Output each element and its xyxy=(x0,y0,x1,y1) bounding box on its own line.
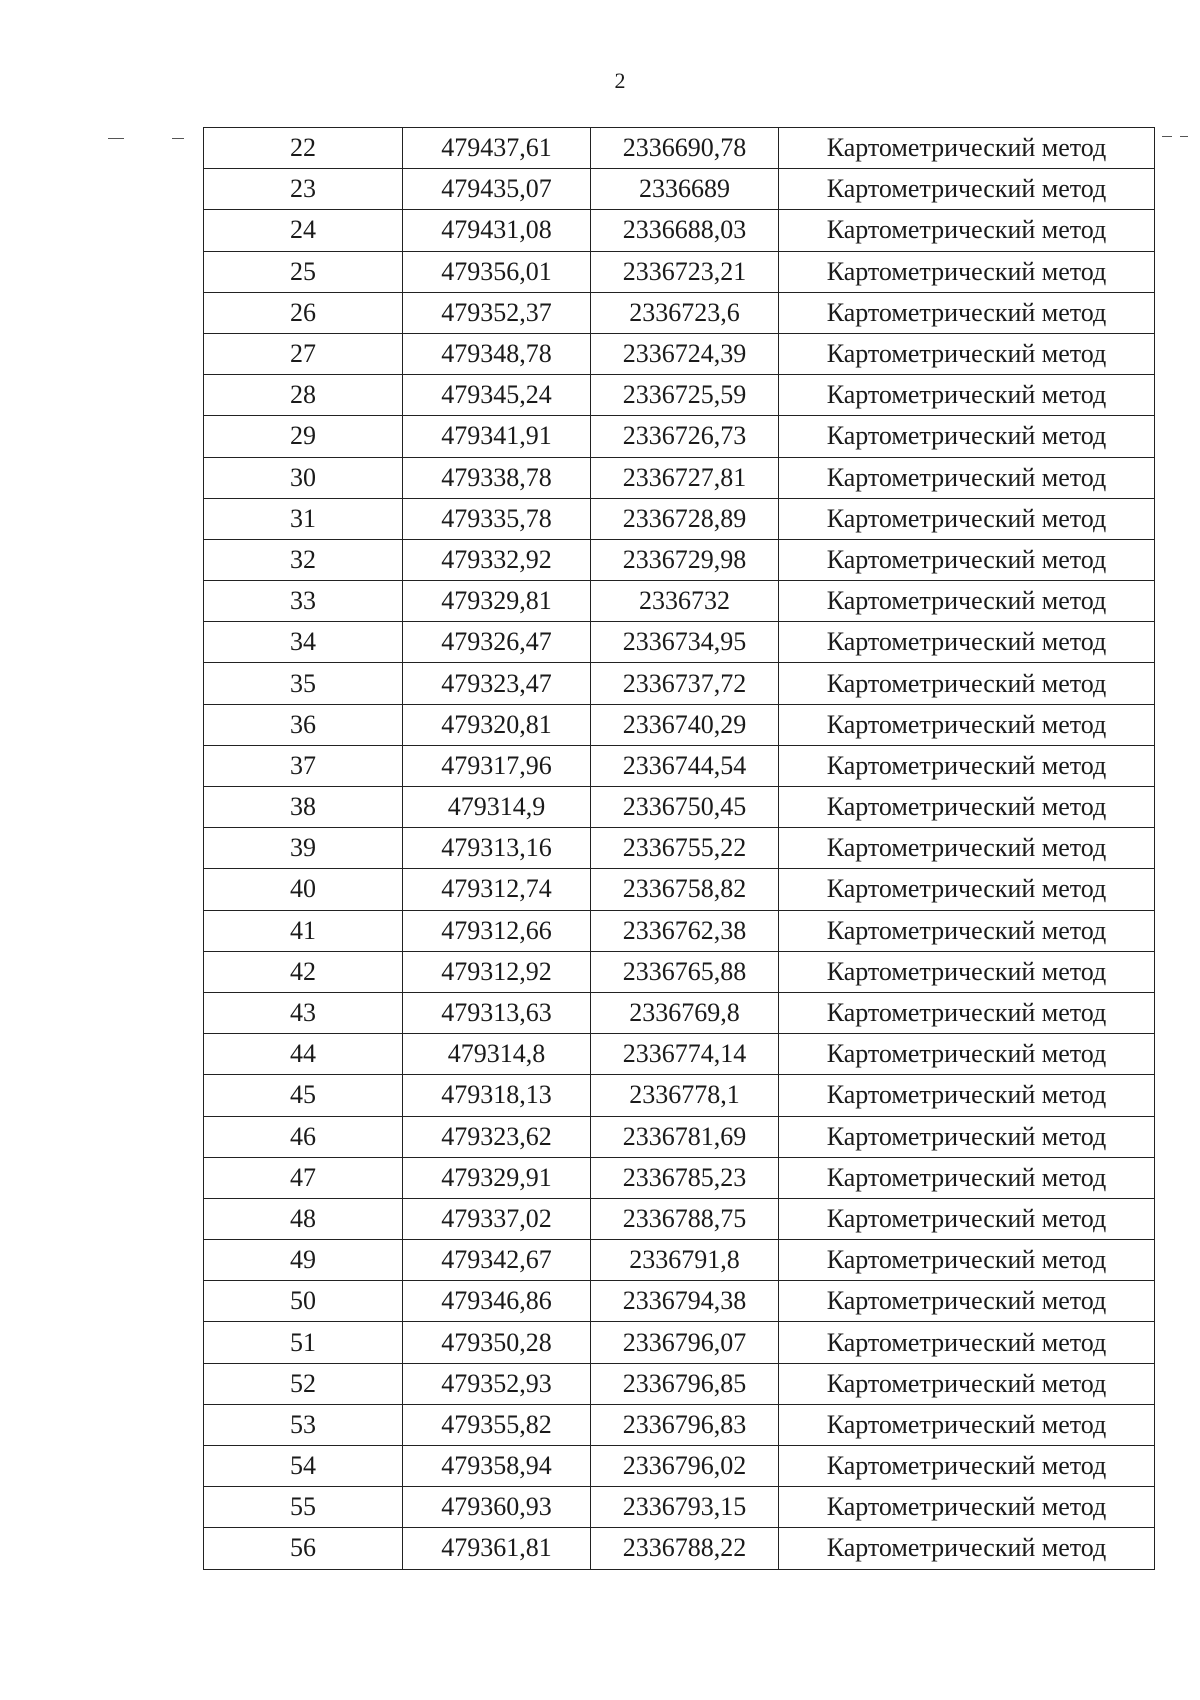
y-coordinate-cell: 2336727,81 xyxy=(591,457,779,498)
table-row xyxy=(204,869,1155,910)
point-number-cell: 46 xyxy=(204,1116,403,1157)
x-coordinate-cell: 479350,28 xyxy=(403,1322,591,1363)
method-cell: Картометрический метод xyxy=(779,1116,1155,1157)
table-row xyxy=(204,581,1155,622)
y-coordinate-cell: 2336781,69 xyxy=(591,1116,779,1157)
y-coordinate-cell: 2336728,89 xyxy=(591,498,779,539)
table-row xyxy=(204,1116,1155,1157)
scan-mark xyxy=(1162,136,1172,137)
y-coordinate-cell: 2336729,98 xyxy=(591,539,779,580)
x-coordinate-cell: 479356,01 xyxy=(403,251,591,292)
table-row xyxy=(204,622,1155,663)
x-coordinate-cell: 479358,94 xyxy=(403,1446,591,1487)
x-coordinate-cell: 479313,63 xyxy=(403,992,591,1033)
table-row xyxy=(204,539,1155,580)
table-row xyxy=(204,498,1155,539)
x-coordinate-cell: 479323,62 xyxy=(403,1116,591,1157)
point-number-cell: 43 xyxy=(204,992,403,1033)
point-number-cell: 38 xyxy=(204,787,403,828)
method-cell: Картометрический метод xyxy=(779,992,1155,1033)
x-coordinate-cell: 479342,67 xyxy=(403,1240,591,1281)
table-row xyxy=(204,787,1155,828)
method-cell: Картометрический метод xyxy=(779,1034,1155,1075)
method-cell: Картометрический метод xyxy=(779,1322,1155,1363)
point-number-cell: 35 xyxy=(204,663,403,704)
point-number-cell: 27 xyxy=(204,333,403,374)
x-coordinate-cell: 479318,13 xyxy=(403,1075,591,1116)
y-coordinate-cell: 2336732 xyxy=(591,581,779,622)
table-row xyxy=(204,251,1155,292)
method-cell: Картометрический метод xyxy=(779,910,1155,951)
scan-mark xyxy=(172,138,184,139)
x-coordinate-cell: 479345,24 xyxy=(403,375,591,416)
y-coordinate-cell: 2336796,85 xyxy=(591,1363,779,1404)
point-number-cell: 55 xyxy=(204,1487,403,1528)
y-coordinate-cell: 2336762,38 xyxy=(591,910,779,951)
method-cell: Картометрический метод xyxy=(779,1198,1155,1239)
table-row xyxy=(204,1075,1155,1116)
table-row xyxy=(204,1363,1155,1404)
coordinates-table xyxy=(203,127,1155,1570)
page-number: 2 xyxy=(614,68,626,93)
x-coordinate-cell: 479332,92 xyxy=(403,539,591,580)
point-number-cell: 53 xyxy=(204,1404,403,1445)
y-coordinate-cell: 2336796,07 xyxy=(591,1322,779,1363)
y-coordinate-cell: 2336758,82 xyxy=(591,869,779,910)
y-coordinate-cell: 2336725,59 xyxy=(591,375,779,416)
method-cell: Картометрический метод xyxy=(779,1157,1155,1198)
x-coordinate-cell: 479312,66 xyxy=(403,910,591,951)
method-cell: Картометрический метод xyxy=(779,1281,1155,1322)
x-coordinate-cell: 479320,81 xyxy=(403,704,591,745)
x-coordinate-cell: 479312,74 xyxy=(403,869,591,910)
y-coordinate-cell: 2336737,72 xyxy=(591,663,779,704)
method-cell: Картометрический метод xyxy=(779,539,1155,580)
point-number-cell: 54 xyxy=(204,1446,403,1487)
x-coordinate-cell: 479313,16 xyxy=(403,828,591,869)
method-cell: Картометрический метод xyxy=(779,333,1155,374)
x-coordinate-cell: 479361,81 xyxy=(403,1528,591,1569)
method-cell: Картометрический метод xyxy=(779,1240,1155,1281)
y-coordinate-cell: 2336778,1 xyxy=(591,1075,779,1116)
point-number-cell: 40 xyxy=(204,869,403,910)
method-cell: Картометрический метод xyxy=(779,1075,1155,1116)
x-coordinate-cell: 479335,78 xyxy=(403,498,591,539)
method-cell: Картометрический метод xyxy=(779,210,1155,251)
x-coordinate-cell: 479312,92 xyxy=(403,951,591,992)
point-number-cell: 25 xyxy=(204,251,403,292)
table-row xyxy=(204,992,1155,1033)
y-coordinate-cell: 2336793,15 xyxy=(591,1487,779,1528)
x-coordinate-cell: 479348,78 xyxy=(403,333,591,374)
method-cell: Картометрический метод xyxy=(779,663,1155,704)
x-coordinate-cell: 479314,8 xyxy=(403,1034,591,1075)
y-coordinate-cell: 2336769,8 xyxy=(591,992,779,1033)
method-cell: Картометрический метод xyxy=(779,704,1155,745)
table-row xyxy=(204,663,1155,704)
point-number-cell: 32 xyxy=(204,539,403,580)
y-coordinate-cell: 2336740,29 xyxy=(591,704,779,745)
table-row xyxy=(204,828,1155,869)
point-number-cell: 26 xyxy=(204,292,403,333)
x-coordinate-cell: 479338,78 xyxy=(403,457,591,498)
method-cell: Картометрический метод xyxy=(779,745,1155,786)
x-coordinate-cell: 479341,91 xyxy=(403,416,591,457)
table-row xyxy=(204,210,1155,251)
y-coordinate-cell: 2336796,02 xyxy=(591,1446,779,1487)
method-cell: Картометрический метод xyxy=(779,251,1155,292)
method-cell: Картометрический метод xyxy=(779,1446,1155,1487)
y-coordinate-cell: 2336755,22 xyxy=(591,828,779,869)
point-number-cell: 48 xyxy=(204,1198,403,1239)
y-coordinate-cell: 2336723,6 xyxy=(591,292,779,333)
y-coordinate-cell: 2336785,23 xyxy=(591,1157,779,1198)
y-coordinate-cell: 2336723,21 xyxy=(591,251,779,292)
y-coordinate-cell: 2336724,39 xyxy=(591,333,779,374)
y-coordinate-cell: 2336726,73 xyxy=(591,416,779,457)
x-coordinate-cell: 479437,61 xyxy=(403,128,591,169)
method-cell: Картометрический метод xyxy=(779,1487,1155,1528)
y-coordinate-cell: 2336688,03 xyxy=(591,210,779,251)
x-coordinate-cell: 479326,47 xyxy=(403,622,591,663)
method-cell: Картометрический метод xyxy=(779,1528,1155,1569)
table-row xyxy=(204,333,1155,374)
method-cell: Картометрический метод xyxy=(779,1363,1155,1404)
point-number-cell: 34 xyxy=(204,622,403,663)
method-cell: Картометрический метод xyxy=(779,787,1155,828)
method-cell: Картометрический метод xyxy=(779,1404,1155,1445)
table-row xyxy=(204,1240,1155,1281)
table-row xyxy=(204,1528,1155,1569)
point-number-cell: 37 xyxy=(204,745,403,786)
table-row xyxy=(204,1034,1155,1075)
table-row xyxy=(204,1322,1155,1363)
x-coordinate-cell: 479360,93 xyxy=(403,1487,591,1528)
method-cell: Картометрический метод xyxy=(779,457,1155,498)
y-coordinate-cell: 2336734,95 xyxy=(591,622,779,663)
point-number-cell: 52 xyxy=(204,1363,403,1404)
method-cell: Картометрический метод xyxy=(779,498,1155,539)
method-cell: Картометрический метод xyxy=(779,581,1155,622)
point-number-cell: 50 xyxy=(204,1281,403,1322)
point-number-cell: 41 xyxy=(204,910,403,951)
method-cell: Картометрический метод xyxy=(779,169,1155,210)
point-number-cell: 56 xyxy=(204,1528,403,1569)
point-number-cell: 39 xyxy=(204,828,403,869)
method-cell: Картометрический метод xyxy=(779,375,1155,416)
point-number-cell: 51 xyxy=(204,1322,403,1363)
method-cell: Картометрический метод xyxy=(779,869,1155,910)
x-coordinate-cell: 479329,81 xyxy=(403,581,591,622)
method-cell: Картометрический метод xyxy=(779,292,1155,333)
y-coordinate-cell: 2336788,22 xyxy=(591,1528,779,1569)
y-coordinate-cell: 2336744,54 xyxy=(591,745,779,786)
table-row xyxy=(204,951,1155,992)
x-coordinate-cell: 479323,47 xyxy=(403,663,591,704)
x-coordinate-cell: 479435,07 xyxy=(403,169,591,210)
method-cell: Картометрический метод xyxy=(779,128,1155,169)
point-number-cell: 23 xyxy=(204,169,403,210)
y-coordinate-cell: 2336794,38 xyxy=(591,1281,779,1322)
x-coordinate-cell: 479314,9 xyxy=(403,787,591,828)
x-coordinate-cell: 479352,37 xyxy=(403,292,591,333)
table-row xyxy=(204,910,1155,951)
point-number-cell: 24 xyxy=(204,210,403,251)
y-coordinate-cell: 2336788,75 xyxy=(591,1198,779,1239)
method-cell: Картометрический метод xyxy=(779,416,1155,457)
y-coordinate-cell: 2336689 xyxy=(591,169,779,210)
point-number-cell: 22 xyxy=(204,128,403,169)
table-row xyxy=(204,704,1155,745)
coordinates-table-body xyxy=(204,128,1155,1570)
point-number-cell: 30 xyxy=(204,457,403,498)
y-coordinate-cell: 2336690,78 xyxy=(591,128,779,169)
table-row xyxy=(204,1487,1155,1528)
x-coordinate-cell: 479352,93 xyxy=(403,1363,591,1404)
table-row xyxy=(204,375,1155,416)
method-cell: Картометрический метод xyxy=(779,951,1155,992)
y-coordinate-cell: 2336750,45 xyxy=(591,787,779,828)
table-row xyxy=(204,416,1155,457)
table-row xyxy=(204,169,1155,210)
table-row xyxy=(204,292,1155,333)
x-coordinate-cell: 479355,82 xyxy=(403,1404,591,1445)
point-number-cell: 31 xyxy=(204,498,403,539)
method-cell: Картометрический метод xyxy=(779,622,1155,663)
scan-mark xyxy=(1180,136,1188,137)
point-number-cell: 44 xyxy=(204,1034,403,1075)
y-coordinate-cell: 2336774,14 xyxy=(591,1034,779,1075)
x-coordinate-cell: 479431,08 xyxy=(403,210,591,251)
point-number-cell: 33 xyxy=(204,581,403,622)
point-number-cell: 28 xyxy=(204,375,403,416)
point-number-cell: 29 xyxy=(204,416,403,457)
scan-mark xyxy=(108,138,124,139)
table-row xyxy=(204,1404,1155,1445)
table-row xyxy=(204,1157,1155,1198)
table-row xyxy=(204,1281,1155,1322)
point-number-cell: 49 xyxy=(204,1240,403,1281)
y-coordinate-cell: 2336796,83 xyxy=(591,1404,779,1445)
y-coordinate-cell: 2336765,88 xyxy=(591,951,779,992)
table-row xyxy=(204,128,1155,169)
x-coordinate-cell: 479337,02 xyxy=(403,1198,591,1239)
y-coordinate-cell: 2336791,8 xyxy=(591,1240,779,1281)
x-coordinate-cell: 479317,96 xyxy=(403,745,591,786)
x-coordinate-cell: 479329,91 xyxy=(403,1157,591,1198)
table-row xyxy=(204,457,1155,498)
x-coordinate-cell: 479346,86 xyxy=(403,1281,591,1322)
point-number-cell: 36 xyxy=(204,704,403,745)
point-number-cell: 42 xyxy=(204,951,403,992)
table-row xyxy=(204,1446,1155,1487)
point-number-cell: 47 xyxy=(204,1157,403,1198)
table-row xyxy=(204,1198,1155,1239)
table-row xyxy=(204,745,1155,786)
point-number-cell: 45 xyxy=(204,1075,403,1116)
method-cell: Картометрический метод xyxy=(779,828,1155,869)
